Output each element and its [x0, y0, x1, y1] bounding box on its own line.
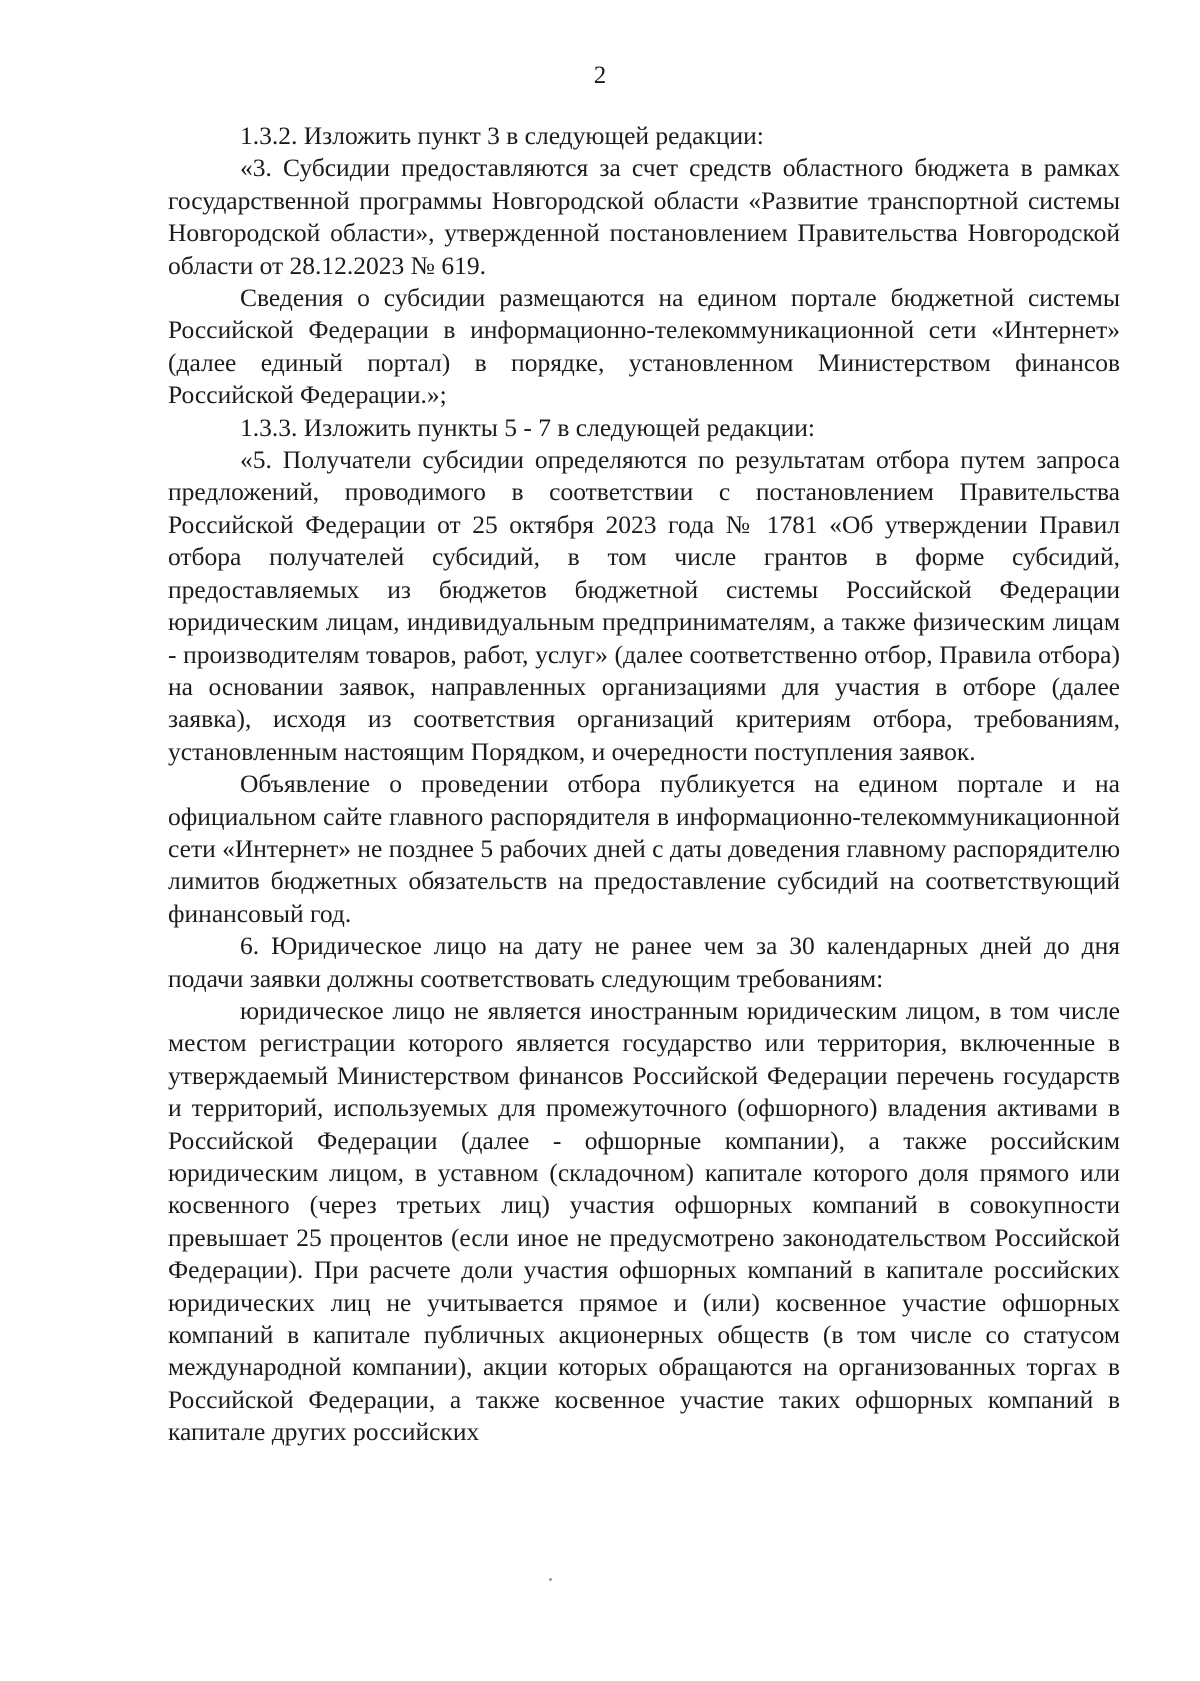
paragraph-subsidy-information: Сведения о субсидии размещаются на едином портале бюджетной системы Российской Федерации в информационно-телекоммуникационной сети «Интернет» (далее единый портал) в порядке, установленном Министерством финансов Российской Федерации.»; [168, 283, 1120, 410]
paragraph-1-3-2-heading: 1.3.2. Изложить пункт 3 в следующей редакции: [240, 121, 764, 150]
paragraph-item-5-recipients: «5. Получатели субсидии определяются по результатам отбора путем запроса предложений, проводимого в соответствии с постановлением Правительства Российской Федерации от 25 октября 2023 года № 1781 «Об утверждении Правил отбора получателей субсидий, в том числе грантов в форме субсидий, предоставляемых из бюджетов бюджетной системы Российской Федерации юридическим лицам, индивидуальным предпринимателям, а также физическим лицам - производителям товаров, работ, услуг» (далее соответственно отбор, Правила отбора) на основании заявок, направленных организациями для участия в отборе (далее заявка), исходя из соответствия организаций критериям отбора, требованиям, установленным настоящим Порядком, и очередности поступления заявок. [168, 445, 1120, 766]
paragraph-offshore-requirement: юридическое лицо не является иностранным юридическим лицом, в том числе местом регистрации которого является государство или территория, включенные в утверждаемый Министерством финансов Российской Федерации перечень государств и территорий, используемых для промежуточного (офшорного) владения активами в Российской Федерации (далее - офшорные компании), а также российским юридическим лицом, в уставном (складочном) капитале которого доля прямого или косвенного (через третьих лиц) участия офшорных компаний в совокупности превышает 25 процентов (если иное не предусмотрено законодательством Российской Федерации). При расчете доли участия офшорных компаний в капитале российских юридических лиц не учитывается прямое и (или) косвенное участие офшорных компаний в капитале публичных акционерных обществ (в том числе со статусом международной компании), акции которых обращаются на организованных торгах в Российской Федерации, а также косвенное участие таких офшорных компаний в капитале других российских [168, 995, 1120, 1447]
paragraph-selection-announcement: Объявление о проведении отбора публикуется на едином портале и на официальном сайте главного распорядителя в информационно-телекоммуникационной сети «Интернет» не позднее 5 рабочих дней с даты доведения главному распорядителю лимитов бюджетных обязательств на предоставление субсидий на соответствующий финансовый год. [168, 769, 1120, 928]
paragraph-1-3-3-heading: 1.3.3. Изложить пункты 5 - 7 в следующей редакции: [240, 412, 815, 442]
paragraph-item-6-requirements: 6. Юридическое лицо на дату не ранее чем за 30 календарных дней до дня подачи заявки должны соответствовать следующим требованиям: [168, 931, 1120, 993]
scan-speck [549, 1578, 552, 1581]
document-body [168, 120, 1120, 1449]
page-number: 2 [593, 62, 607, 89]
paragraph-item-3-subsidies: «3. Субсидии предоставляются за счет средств областного бюджета в рамках государственной программы Новгородской области «Развитие транспортной системы Новгородской области», утвержденной постановлением Правительства Новгородской области от 28.12.2023 № 619. [168, 153, 1120, 280]
